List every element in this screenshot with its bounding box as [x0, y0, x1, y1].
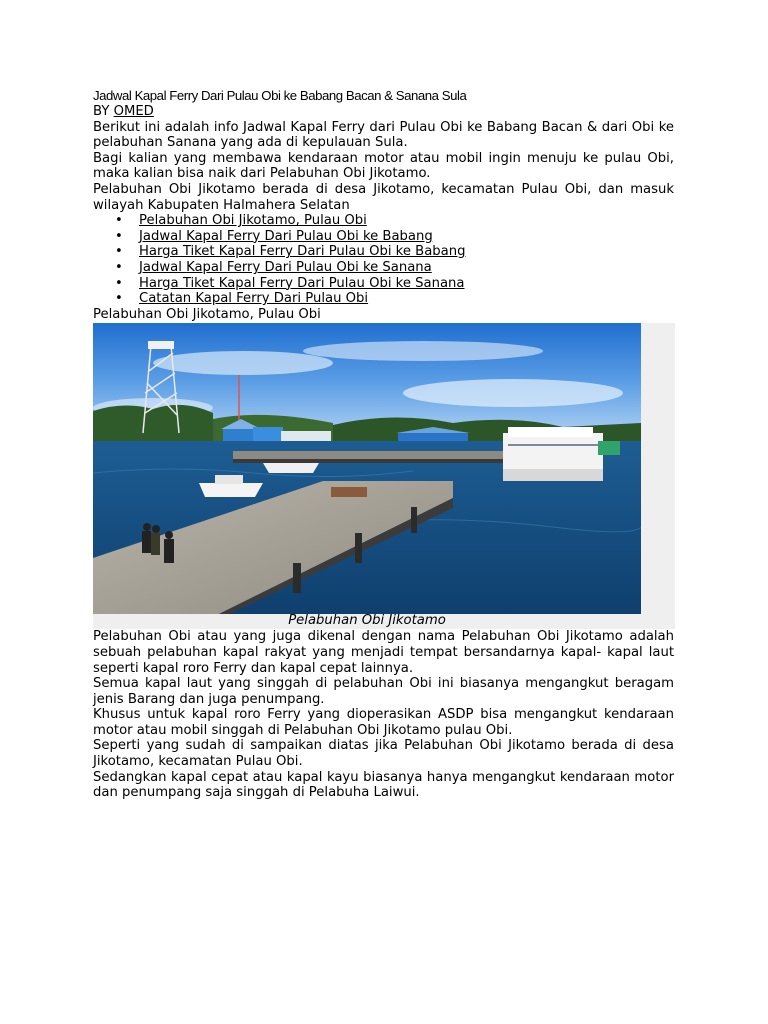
- toc-item: [93, 260, 674, 276]
- toc-link-jadwal-babang[interactable]: Jadwal Kapal Ferry Dari Pulau Obi ke Babang: [139, 228, 433, 244]
- body-paragraph-4: Seperti yang sudah di sampaikan diatas jika Pelabuhan Obi Jikotamo berada di desa Jikotamo, kecamatan Pulau Obi.: [93, 738, 674, 770]
- body-paragraph-2: Semua kapal laut yang singgah di pelabuhan Obi ini biasanya mengangkut beragam jenis Barang dan juga penumpang.: [93, 676, 674, 707]
- bullet-icon: •: [115, 213, 123, 229]
- intro-paragraph-3: Pelabuhan Obi Jikotamo berada di desa Jikotamo, kecamatan Pulau Obi, dan masuk wilayah Kabupaten Halmahera Selatan: [93, 181, 674, 213]
- harbor-photo: [93, 323, 641, 614]
- document-page: [93, 87, 674, 801]
- bullet-icon: •: [115, 275, 123, 291]
- intro-paragraph-2: Bagi kalian yang membawa kendaraan motor atau mobil ingin menuju ke pulau Obi, maka kalian bisa naik dari Pelabuhan Obi Jikotamo.: [93, 150, 674, 182]
- bullet-icon: •: [115, 291, 123, 307]
- author-link[interactable]: OMED: [113, 104, 154, 119]
- toc-item: [93, 276, 674, 292]
- harbor-figure: [93, 323, 675, 629]
- toc-link-harga-babang[interactable]: Harga Tiket Kapal Ferry Dari Pulau Obi ke Babang: [139, 244, 466, 260]
- toc-item: [93, 291, 674, 307]
- bullet-icon: •: [115, 228, 123, 244]
- toc-link-catatan[interactable]: Catatan Kapal Ferry Dari Pulau Obi: [139, 291, 369, 307]
- table-of-contents: [93, 213, 674, 307]
- body-paragraph-1: Pelabuhan Obi atau yang juga dikenal dengan nama Pelabuhan Obi Jikotamo adalah sebuah pelabuhan kapal rakyat yang menjadi tempat bersandarnya kapal- kapal laut seperti kapal roro Ferry dan kapal cepat lainnya.: [93, 629, 674, 676]
- intro-paragraph-1: Berikut ini adalah info Jadwal Kapal Ferry dari Pulau Obi ke Babang Bacan & dari Obi ke pelabuhan Sanana yang ada di kepulauan Sula.: [93, 119, 674, 151]
- toc-item: [93, 213, 674, 229]
- toc-item: [93, 244, 674, 260]
- bullet-icon: •: [115, 244, 123, 260]
- figure-caption: Pelabuhan Obi Jikotamo: [288, 613, 446, 629]
- body-paragraph-3: Khusus untuk kapal roro Ferry yang dioperasikan ASDP bisa mengangkut kendaraan motor atau mobil singgah di Pelabuhan Obi Jikotamo pulau Obi.: [93, 707, 674, 738]
- toc-link-pelabuhan[interactable]: Pelabuhan Obi Jikotamo, Pulau Obi: [139, 213, 367, 229]
- article-body: [93, 629, 674, 801]
- section-heading: Pelabuhan Obi Jikotamo, Pulau Obi: [93, 306, 321, 322]
- toc-link-harga-sanana[interactable]: Harga Tiket Kapal Ferry Dari Pulau Obi ke Sanana: [139, 275, 465, 291]
- bullet-icon: •: [115, 259, 123, 275]
- byline: [93, 104, 674, 120]
- toc-item: [93, 229, 674, 245]
- body-paragraph-5: Sedangkan kapal cepat atau kapal kayu biasanya hanya mengangkut kendaraan motor dan penumpang saja singgah di Pelabuha Laiwui.: [93, 769, 674, 801]
- byline-prefix: BY: [93, 104, 114, 119]
- article-title: Jadwal Kapal Ferry Dari Pulau Obi ke Babang Bacan & Sanana Sula: [93, 88, 467, 103]
- toc-link-jadwal-sanana[interactable]: Jadwal Kapal Ferry Dari Pulau Obi ke Sanana: [139, 259, 432, 275]
